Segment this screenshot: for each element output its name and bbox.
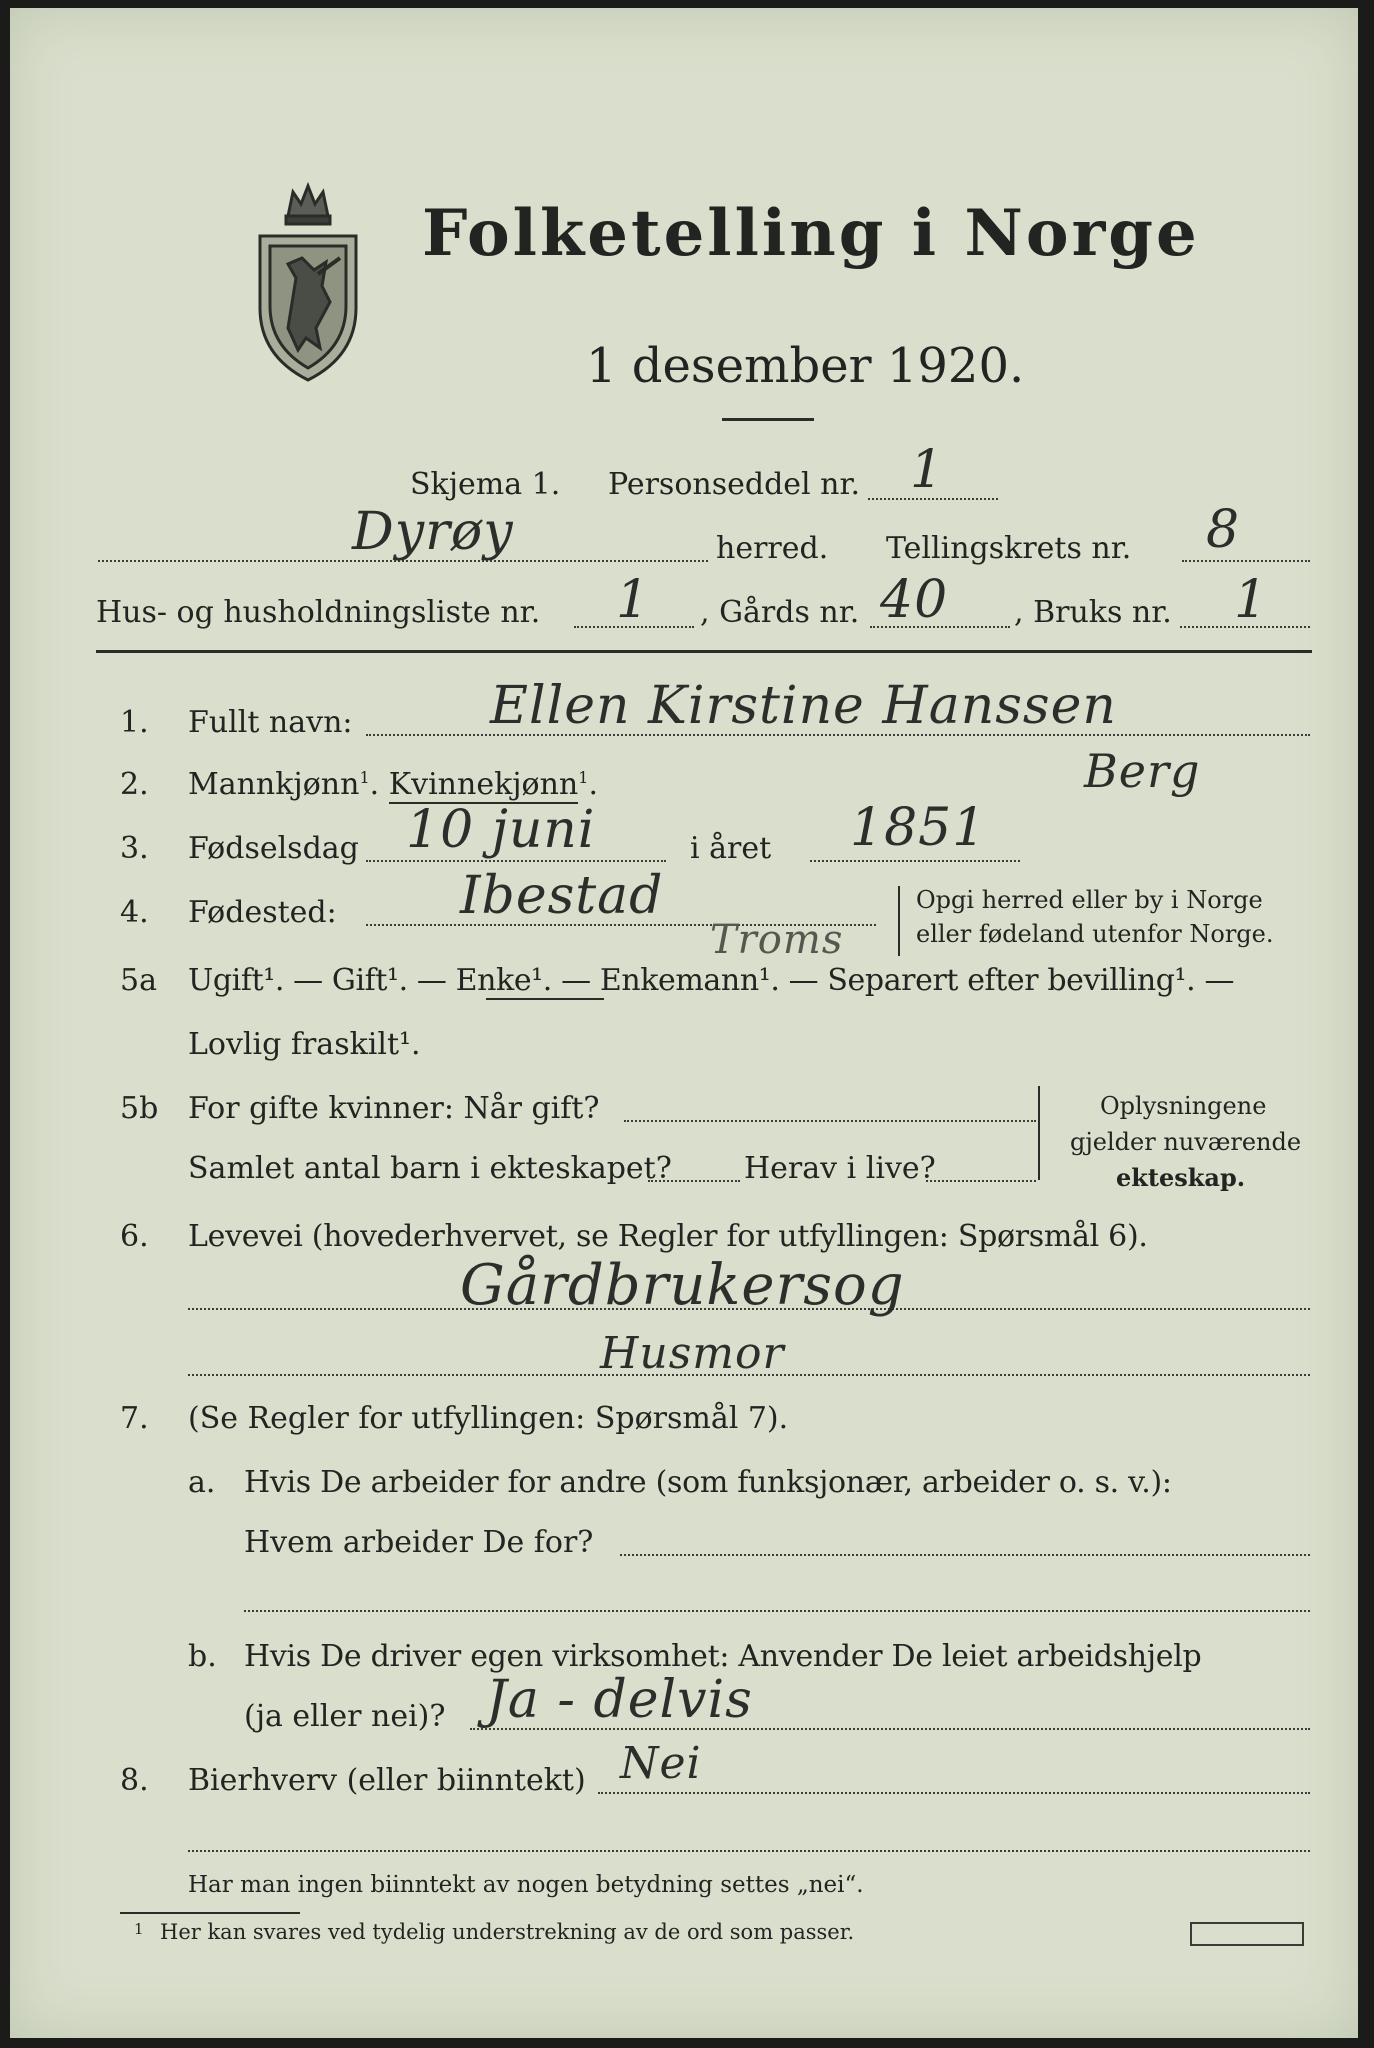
q6-label: Levevei (hovederhvervet, se Regler for utfyllingen: Spørsmål 6). [188,1219,1148,1254]
q5a-options-line2: Lovlig fraskilt¹. [188,1027,421,1062]
q2-option-mann: Mannkjønn [188,767,360,802]
tellingskrets-line [1182,560,1310,562]
skjema-label: Skjema 1. [410,467,561,502]
header-rule [96,650,1312,653]
census-form-page [10,8,1358,2038]
q8-label: Bierhverv (eller biinntekt) [188,1763,586,1798]
q3-number: 3. [120,831,149,866]
q2-options: Mannkjønn$^1$. Kvinnekjønn$^1$. [188,767,598,802]
q5b-label-children: Samlet antal barn i ekteskapet? [188,1151,672,1186]
footnote-mark: 1 [134,1920,144,1938]
q5b-note-brace [1038,1086,1040,1180]
q7b-line2: (ja eller nei)? [244,1699,446,1734]
husliste-value: 1 [616,570,651,630]
q1-number: 1. [120,705,149,740]
footnote-text: Her kan svares ved tydelig understrekning av de ord som passer. [160,1920,855,1944]
footnote-rule [120,1912,300,1914]
q1-value-surname: Berg [1084,744,1201,798]
footer-note: Har man ingen biinntekt av nogen betydning settes „nei“. [188,1872,864,1898]
q3-year-value: 1851 [850,798,987,858]
q4-note-line2: eller fødeland utenfor Norge. [916,920,1274,948]
herred-value: Dyrøy [352,502,514,562]
q5a-enke-underline [486,998,604,1000]
norway-coat-of-arms-icon [248,178,368,388]
printer-stamp [1190,1922,1304,1946]
q4-note-line1: Opgi herred eller by i Norge [916,886,1263,914]
q8-answer-line2 [188,1850,1310,1852]
q5b-number: 5b [120,1091,159,1126]
husliste-label: Hus- og husholdningsliste nr. [96,595,541,630]
q8-value: Nei [620,1738,702,1789]
q8-number: 8. [120,1763,149,1798]
q5a-options: Ugift¹. — Gift¹. — Enke¹. — Enkemann¹. — Separert efter bevilling¹. — [188,963,1235,998]
q7a-letter: a. [188,1465,216,1500]
q3-day-line [366,860,666,862]
q5b-label-alive: Herav i live? [744,1151,936,1186]
q7a-answer-line [620,1554,1310,1556]
q4-number: 4. [120,895,149,930]
title-divider [722,418,814,421]
census-date: 1 desember 1920. [586,338,1025,394]
personseddel-label: Personseddel nr. [608,467,861,502]
bruks-value: 1 [1234,570,1269,630]
q1-value: Ellen Kirstine Hanssen [490,676,1117,736]
q4-value-region: Troms [710,917,844,963]
q7b-letter: b. [188,1639,217,1674]
q2-option-kvinne: Kvinnekjønn [388,767,579,802]
personseddel-value: 1 [910,440,945,500]
q3-label: Fødselsdag [188,831,359,866]
q5b-label-married: For gifte kvinner: Når gift? [188,1091,600,1126]
tellingskrets-value: 8 [1206,500,1241,560]
q5b-alive-line [926,1180,1036,1182]
gards-value: 40 [880,570,949,630]
q1-label: Fullt navn: [188,705,353,740]
page-title: Folketelling i Norge [422,196,1200,271]
q7a-line1: Hvis De arbeider for andre (som funksjonær, arbeider o. s. v.): [244,1465,1172,1500]
q5b-note-line2: gjelder nuværende [1070,1128,1302,1156]
q4-value: Ibestad [460,866,664,926]
q7b-value: Ja - delvis [486,1670,753,1730]
q6-value-husmor: Husmor [600,1328,785,1379]
q5b-married-line [624,1120,1036,1122]
q2-number: 2. [120,767,149,802]
q3-year-label: i året [690,831,772,866]
q7a-answer-line2 [244,1610,1310,1612]
q7a-line2: Hvem arbeider De for? [244,1525,594,1560]
gards-label: , Gårds nr. [700,595,860,630]
q5b-children-line [648,1180,740,1182]
q5b-note-line3: ekteskap. [1116,1163,1246,1192]
q7-label: (Se Regler for utfyllingen: Spørsmål 7). [188,1401,789,1436]
q4-label: Fødested: [188,895,337,930]
q7-number: 7. [120,1401,149,1436]
q8-answer-line [598,1792,1310,1794]
q3-day-value: 10 juni [406,800,596,860]
q3-year-line [810,860,1020,862]
q5b-note-line1: Oplysningene [1100,1092,1267,1120]
q6-number: 6. [120,1219,149,1254]
q7b-line1: Hvis De driver egen virksomhet: Anvender De leiet arbeidshjelp [244,1639,1202,1674]
herred-label: herred. [716,531,829,566]
tellingskrets-label: Tellingskrets nr. [886,531,1132,566]
q5a-number: 5a [120,963,157,998]
bruks-label: , Bruks nr. [1014,595,1172,630]
q6-value-occupation: Gårdbrukersog [460,1253,905,1318]
q4-note-brace [898,886,900,956]
